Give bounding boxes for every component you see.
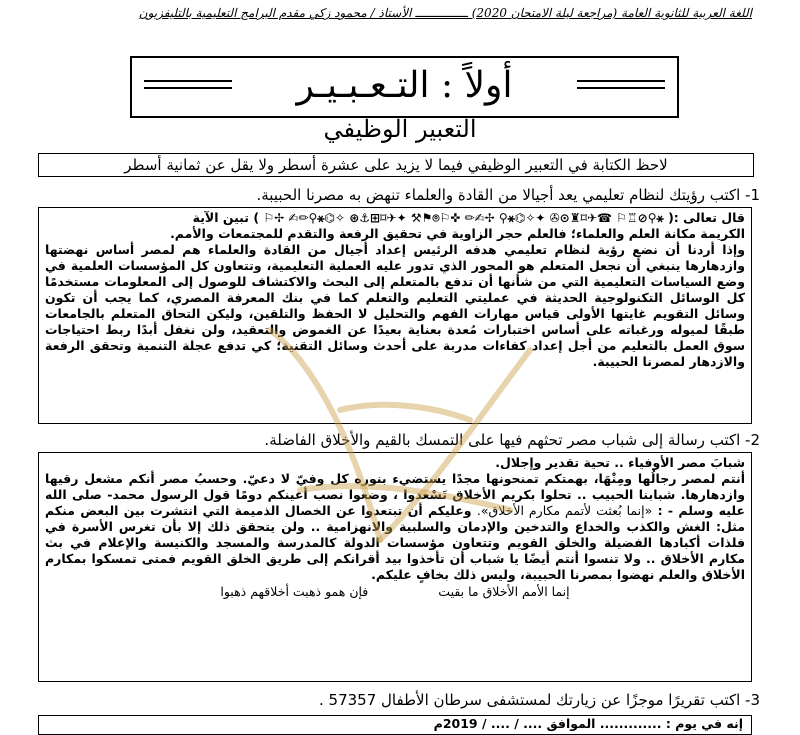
poem-verse — [45, 584, 745, 600]
quran-intro: قال تعالى :( — [668, 210, 745, 225]
question-3-prompt: 3- اكتب تقريرًا موجزًا عن زيارتك لمستشفى سرطان الأطفال 57357 . — [319, 691, 760, 709]
answer-box-3 — [38, 715, 752, 735]
letter-body-part-a: أنتم لمصر رجالُها ومِنْهَا، بهمتكم تمنحونها مجدًا يستضيء بنوره كل وفيّ لا دعيّ. وحسبُ مصر أنكم مشعل رقيها وازدهارها. شبابنا الحبيب .. تحلوا بكريم الأخلاق تَسْعدوا ، وضعوا نصب أعينكم دومًا قول الرسول محمد- صلى الله عليه وسلم - : — [45, 471, 745, 518]
poem-hemistich-1: إنما الأمم الأخلاق ما بقيت — [438, 584, 570, 599]
quran-verse-line — [45, 210, 745, 226]
section-title: أولاً : التـعـبـيـر — [296, 65, 513, 106]
answer-1-body: وإذا أردنا أن نضع رؤية لنظام تعليمي هدفه الرئيس إعداد أجيال من القادة والعلماء هم لمصر أساس نهضتها وازدهارها ينبغي أن نجعل المتعلم هو المحور الذي تدور عليه العملية التعليمية، وتتعاون كل المؤسسات العلمية في وضع السياسات التعليمية التي من شأنها أن تدفع بالمتعلم إلى البحث والاكتشاف للوصول إلى المعلومات مستخدمًا كل الوسائل التكنولوجية الحديثة في عمليتي التعليم والتعلم كما في بنك المعرفة المصري، كما يجب أن تكون وسائل التقويم غايتها الأولى قياس مهارات الفهم والتحليل لا الحفظ والتلقين، وليكن التحاق المتعلم بالجامعات طبقًا لميوله ورغباته على أساس اختبارات مُعدة بعناية بعيدًا عن الغموض والتعقيد، ولن نغفل أبدًا ربط احتياجات سوق العمل بالتعليم من أجل إعداد كفاءات مدربة على أحدث وسائل التقنية؛ كي تدفع عجلة التنمية وتحقق الرفعة والازدهار لمصرنا الحبيبة. — [45, 242, 745, 369]
page-header: اللغة العربية للثانوية العامة (مراجعة ليلة الامتحان 2020) ـــــــــــــــ الأستاذ / محمود زكي مقدم البرامج التعليمية بالتليفزيون — [138, 6, 752, 20]
section-subtitle: التعبير الوظيفي — [323, 115, 477, 143]
answer-box-2 — [38, 452, 752, 682]
instruction-note: لاحظ الكتابة في التعبير الوظيفي فيما لا يزيد على عشرة أسطر ولا يقل عن ثمانية أسطر — [38, 153, 754, 177]
letter-body — [45, 471, 745, 583]
letter-greeting: شبابَ مصر الأوفياء .. تحية تقدير وإجلال. — [495, 455, 745, 470]
question-2-prompt: 2- اكتب رسالة إلى شباب مصر تحثهم فيها على التمسك بالقيم والأخلاق الفاضلة. — [264, 431, 760, 449]
question-1-prompt: 1- اكتب رؤيتك لنظام تعليمي يعد أجيالا من القادة والعلماء تنهض به مصرنا الحبيبة. — [256, 186, 760, 204]
hadith-quote: «إنما بُعثت لأتمم مكارم الأخلاق». — [476, 503, 653, 518]
report-date-line: إنه في يوم : ............. الموافق .... / .... / 2019م — [433, 716, 743, 731]
quran-close: ) تبين الآية — [192, 210, 260, 225]
answer-box-1 — [38, 207, 752, 424]
answer-1-intro: الكريمة مكانة العلم والعلماء؛ فالعلم حجر الزاوية في تحقيق الرفعة والتقدم للمجتمعات والأمم. — [170, 226, 745, 241]
poem-hemistich-2: فإن همو ذهبت أخلاقهم ذهبوا — [220, 584, 369, 599]
letter-body-part-b: وعليكم أن تبتعدوا عن الخصال الذميمة التي انتشرت بين البعض منكم مثل: الغش والكذب والخداع والتدخين والإدمان والسلبية والانهزامية .. ولن يتحقق ذلك إلا بأن تغرس الأسرة في فلذات أكبادها الفضيلة والخلق القويم وتتعاون مؤسسات الدولة كالمدرسة والمسجد والكنيسة والإعلام في بث مكارم الأخلاق .. ولا تنسوا أنتم أيضًا يا شباب أن تأخذوا بيد أقرانكم إلى طريق الخلق القويم فمتى تمسكوا بمكارم الأخلاق والعلم نهضوا بمصرنا الحبيبة، وليس ذلك بخافٍ عليكم. — [45, 503, 745, 582]
quran-verse-glyphs: ⚹⚲⊘♖⚐ ☎✈⌑♜⊙✇ ✦✧⌬⚹⚲ ✢✍✏ ✜⚐⌾⚑⚒ ✦✈⌑⊞⚓⊛ ✧⌬⚹⚲✏✍ ✢⚐ — [263, 211, 664, 225]
title-frame — [130, 56, 679, 118]
